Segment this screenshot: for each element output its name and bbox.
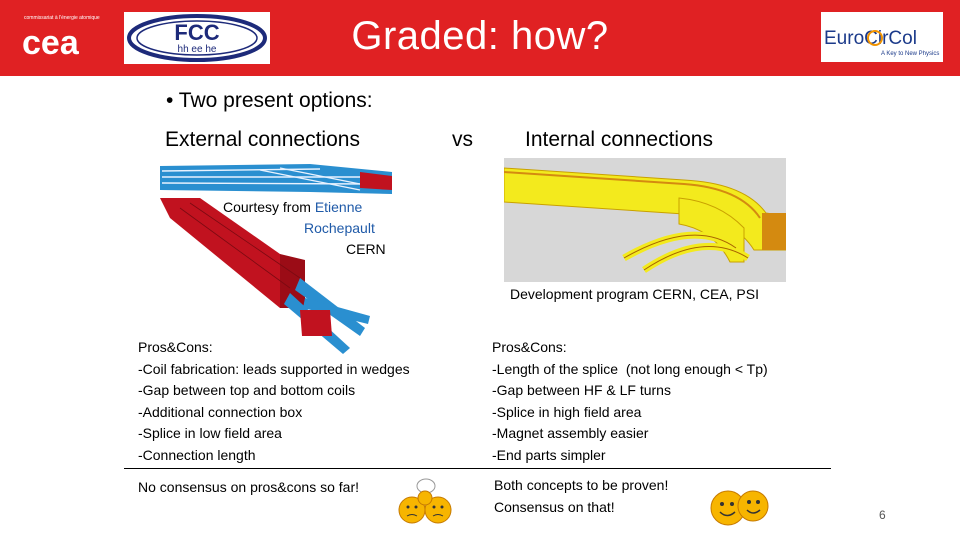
courtesy-name-1: Etienne [314,199,363,215]
development-program: Development program CERN, CEA, PSI [510,286,759,302]
fcc-logo-text: FCC [174,20,220,45]
eurocircol-tagline: A Key to New Physics [881,51,940,57]
svg-text:commissariat à l'énergie atomi: commissariat à l'énergie atomique [24,15,100,21]
right-pros-cons: Pros&Cons: -Length of the splice (not long enough < Tp) -Gap between HF & LF turns -Splice in high field area -Magnet assembly easier -End parts simpler [492,339,768,463]
left-conclusion: No consensus on pros&cons so far! [138,479,360,495]
external-connections-image-top [160,162,392,200]
eurocircol-logo [821,12,943,62]
external-connections-heading: External connections [165,128,360,151]
courtesy-line-1 [223,199,362,215]
right-conclusion: Both concepts to be proven! Consensus on that! [494,477,669,515]
courtesy-prefix: Courtesy from [223,199,315,215]
slide-title: Graded: how? [351,14,609,58]
eurocircol-logo-text: EuroCirCol [824,28,917,49]
bullet-text: • Two present options: [166,89,373,112]
divider-line [124,468,831,469]
fcc-logo-sub: hh ee he [177,44,217,55]
vs-label: vs [452,128,473,151]
internal-connections-heading: Internal connections [525,128,713,151]
internal-connections-image [504,158,786,282]
courtesy-name-2: Rochepault [304,220,375,236]
courtesy-org: CERN [346,241,386,257]
cea-logo-text: cea [22,24,79,62]
confused-smiley-icon [398,476,456,528]
happy-smileys-icon [708,488,772,528]
left-pros-cons: Pros&Cons: -Coil fabrication: leads supported in wedges -Gap between top and bottom coils -Additional connection box -Splice in low field area -Connection length [138,339,410,463]
page-number: 6 [879,508,886,522]
